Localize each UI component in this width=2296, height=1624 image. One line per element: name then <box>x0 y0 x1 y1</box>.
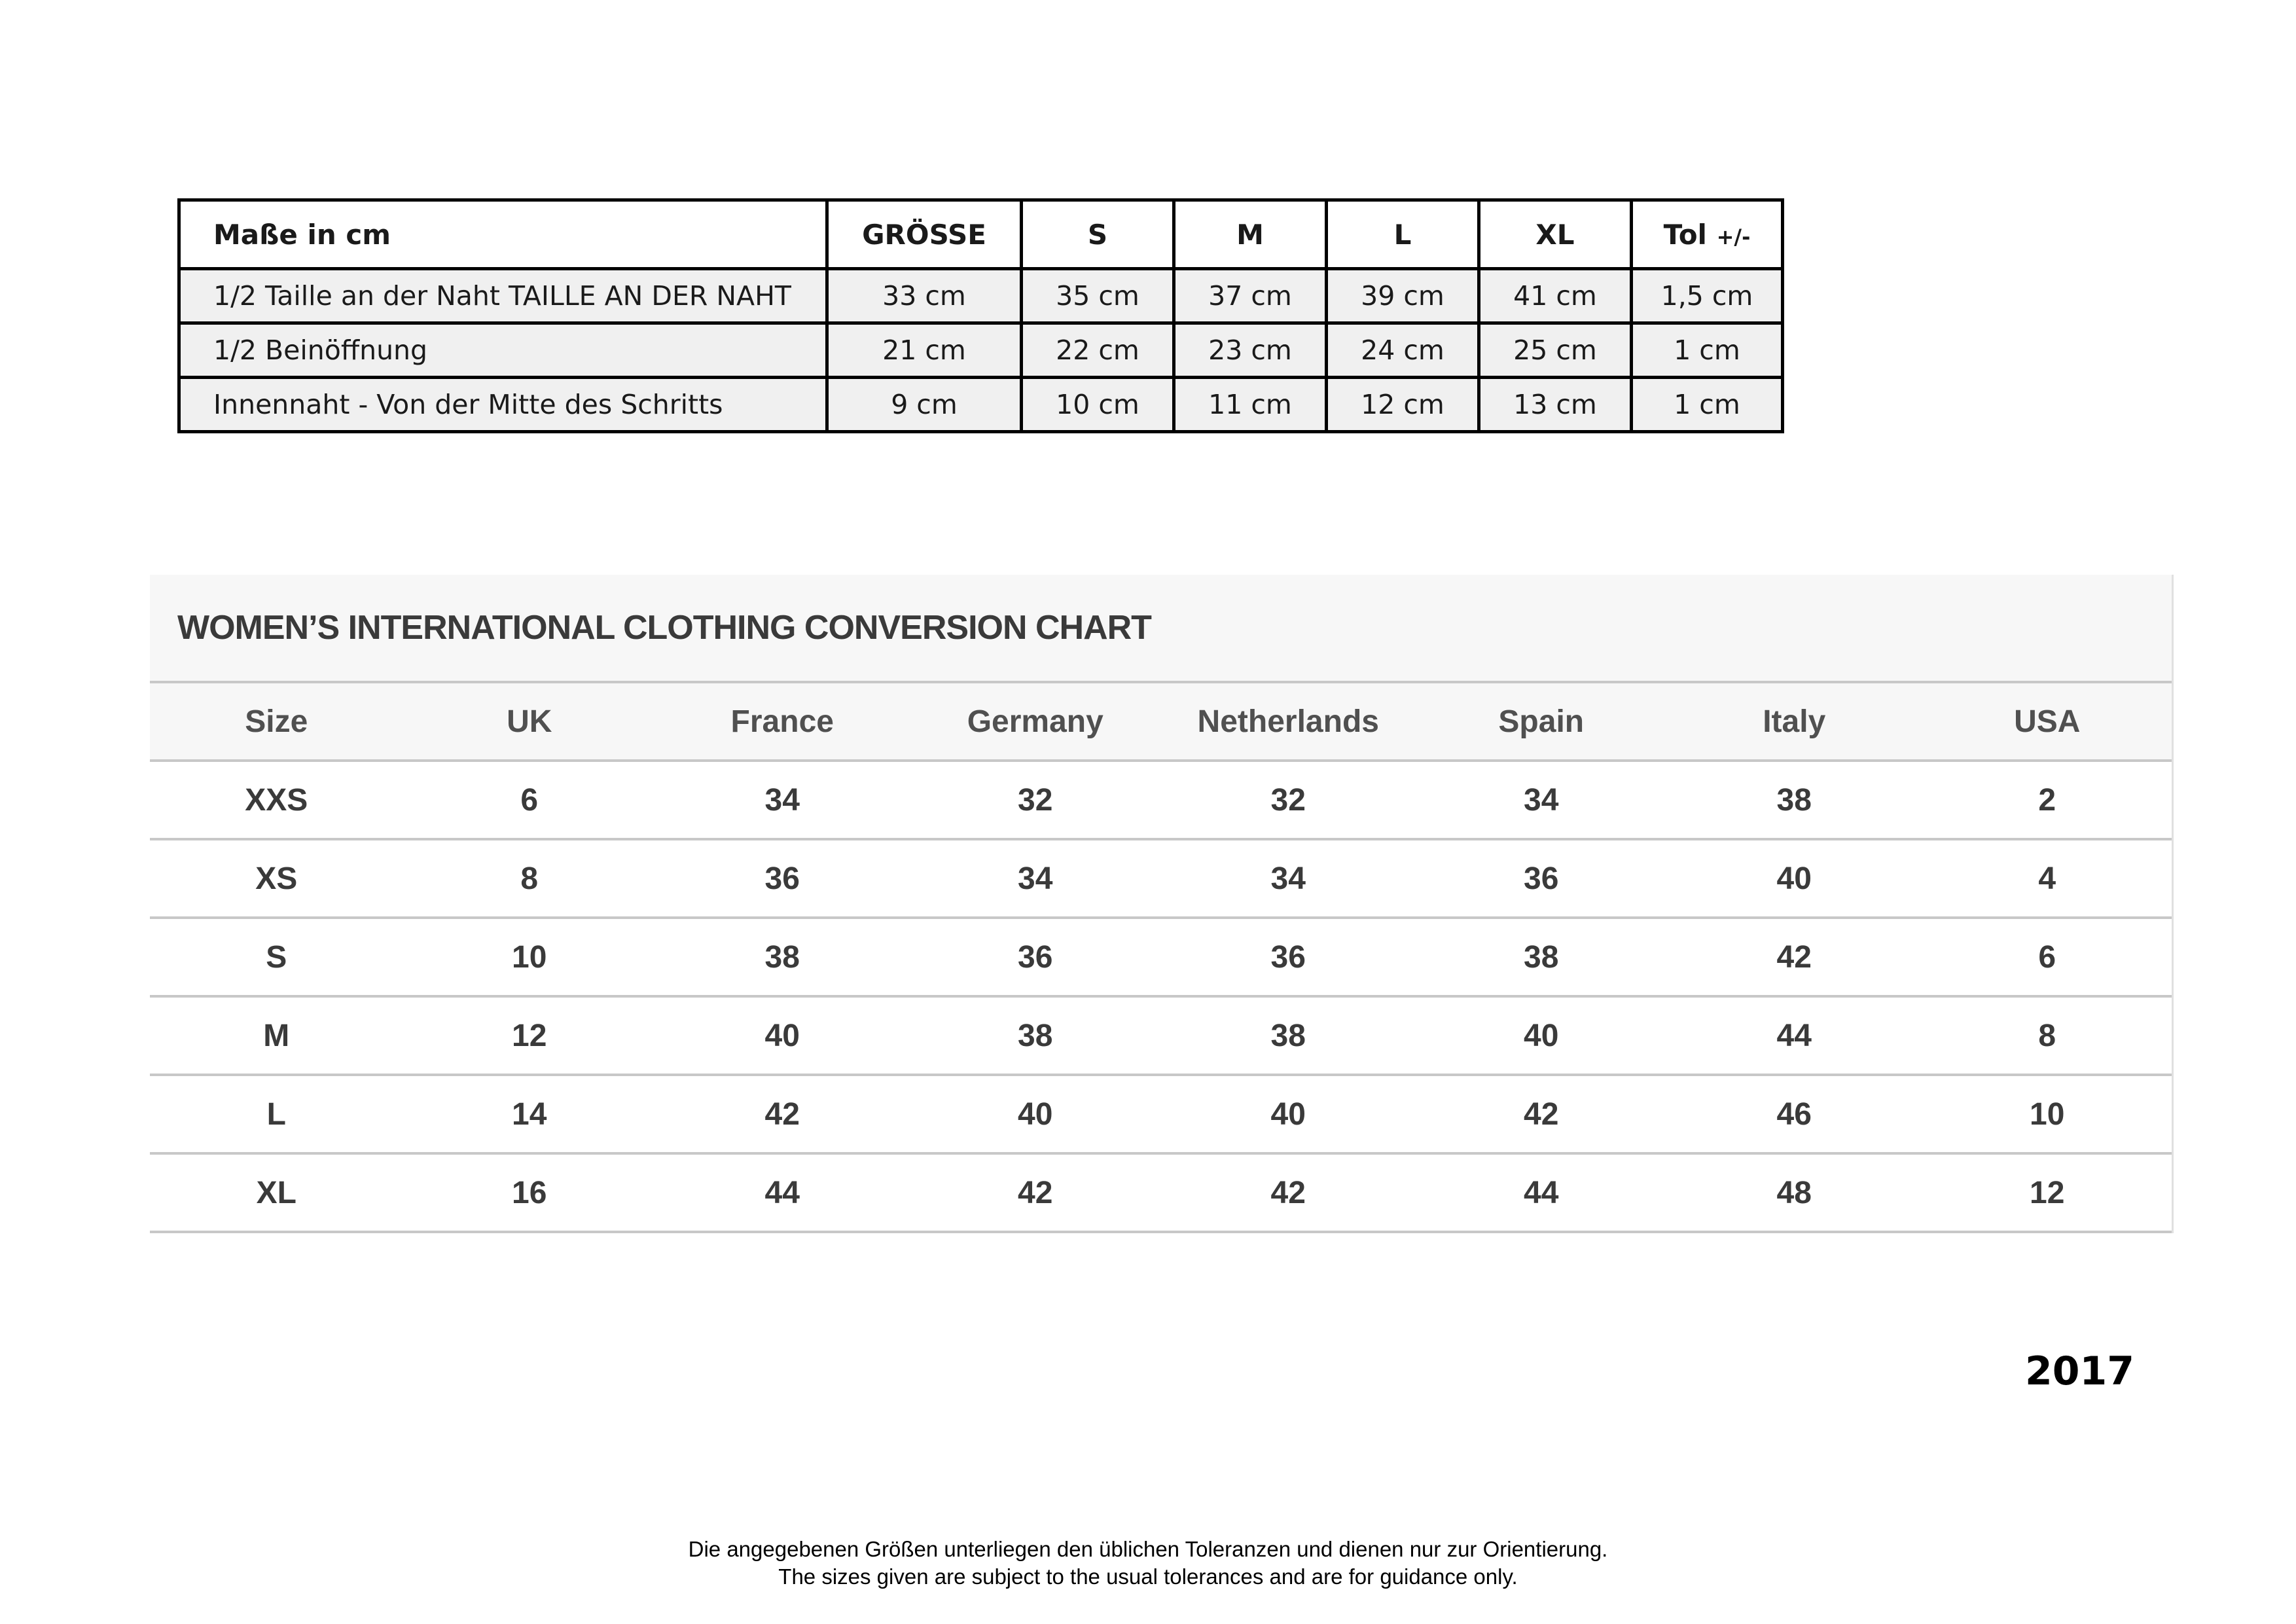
table-row <box>150 1153 2174 1232</box>
measurement-table <box>177 198 1784 433</box>
measurement-value: 37 cm <box>1174 269 1327 323</box>
conversion-cell: 40 <box>1415 996 1668 1075</box>
size-cell: XS <box>150 839 403 918</box>
measurement-value: 35 cm <box>1022 269 1174 323</box>
disclaimer-german: Die angegebenen Größen unterliegen den üblichen Toleranzen und dienen nur zur Orientierung. <box>688 1537 1608 1561</box>
measurement-value: 24 cm <box>1327 323 1479 378</box>
size-cell: XXS <box>150 761 403 839</box>
measurement-value: 39 cm <box>1327 269 1479 323</box>
table-row <box>150 761 2174 839</box>
conversion-cell: 42 <box>656 1075 909 1153</box>
conversion-cell: 38 <box>1415 918 1668 996</box>
conversion-cell: 10 <box>1921 1075 2174 1153</box>
conversion-cell: 44 <box>1668 996 1921 1075</box>
measurement-value: 25 cm <box>1479 323 1632 378</box>
tol-suffix: +/- <box>1716 224 1751 249</box>
conversion-cell: 40 <box>1668 839 1921 918</box>
column-header-uk: UK <box>403 683 656 761</box>
size-cell: M <box>150 996 403 1075</box>
measurement-header-l: L <box>1327 200 1479 269</box>
measurement-value: 13 cm <box>1479 378 1632 432</box>
column-header-france: France <box>656 683 909 761</box>
conversion-cell: 38 <box>656 918 909 996</box>
conversion-cell: 4 <box>1921 839 2174 918</box>
conversion-cell: 42 <box>1415 1075 1668 1153</box>
conversion-cell: 34 <box>909 839 1162 918</box>
conversion-cell: 32 <box>1162 761 1415 839</box>
size-cell: XL <box>150 1153 403 1232</box>
conversion-right-edge <box>2172 575 2174 1233</box>
table-row <box>179 378 1783 432</box>
column-header-italy: Italy <box>1668 683 1921 761</box>
measurement-label: 1/2 Beinöffnung <box>179 323 827 378</box>
conversion-title-bar <box>150 575 2174 683</box>
measurement-value: 22 cm <box>1022 323 1174 378</box>
conversion-cell: 36 <box>1162 918 1415 996</box>
conversion-cell: 10 <box>403 918 656 996</box>
measurement-value: 10 cm <box>1022 378 1174 432</box>
conversion-header-row <box>150 683 2174 761</box>
conversion-cell: 6 <box>403 761 656 839</box>
conversion-cell: 12 <box>1921 1153 2174 1232</box>
measurement-header-m: M <box>1174 200 1327 269</box>
table-row <box>150 839 2174 918</box>
conversion-cell: 14 <box>403 1075 656 1153</box>
column-header-germany: Germany <box>909 683 1162 761</box>
conversion-table <box>150 683 2174 1233</box>
measurement-header-label: Maße in cm <box>179 200 827 269</box>
measurement-header-s: S <box>1022 200 1174 269</box>
conversion-cell: 42 <box>1668 918 1921 996</box>
measurement-header-xl: XL <box>1479 200 1632 269</box>
measurement-header-tol <box>1632 200 1783 269</box>
measurement-value: 21 cm <box>827 323 1022 378</box>
conversion-cell: 46 <box>1668 1075 1921 1153</box>
measurement-value: 11 cm <box>1174 378 1327 432</box>
measurement-value: 12 cm <box>1327 378 1479 432</box>
measurement-tolerance: 1 cm <box>1632 378 1783 432</box>
table-row <box>179 269 1783 323</box>
table-row <box>179 323 1783 378</box>
conversion-cell: 36 <box>656 839 909 918</box>
measurement-tolerance: 1 cm <box>1632 323 1783 378</box>
size-cell: S <box>150 918 403 996</box>
tol-label: Tol <box>1663 218 1707 251</box>
column-header-netherlands: Netherlands <box>1162 683 1415 761</box>
conversion-cell: 38 <box>1668 761 1921 839</box>
measurement-value: 41 cm <box>1479 269 1632 323</box>
conversion-cell: 42 <box>909 1153 1162 1232</box>
disclaimer-english: The sizes given are subject to the usual tolerances and are for guidance only. <box>778 1564 1518 1589</box>
conversion-chart <box>150 575 2174 1233</box>
measurement-header-size: GRÖSSE <box>827 200 1022 269</box>
conversion-cell: 12 <box>403 996 656 1075</box>
conversion-cell: 36 <box>909 918 1162 996</box>
measurement-value: 23 cm <box>1174 323 1327 378</box>
column-header-spain: Spain <box>1415 683 1668 761</box>
conversion-cell: 40 <box>1162 1075 1415 1153</box>
conversion-cell: 48 <box>1668 1153 1921 1232</box>
measurement-label: 1/2 Taille an der Naht TAILLE AN DER NAHT <box>179 269 827 323</box>
measurement-tolerance: 1,5 cm <box>1632 269 1783 323</box>
conversion-cell: 34 <box>1415 761 1668 839</box>
size-cell: L <box>150 1075 403 1153</box>
table-row <box>150 918 2174 996</box>
table-row <box>150 1075 2174 1153</box>
conversion-cell: 42 <box>1162 1153 1415 1232</box>
conversion-cell: 44 <box>1415 1153 1668 1232</box>
column-header-size: Size <box>150 683 403 761</box>
column-header-usa: USA <box>1921 683 2174 761</box>
conversion-cell: 2 <box>1921 761 2174 839</box>
conversion-cell: 6 <box>1921 918 2174 996</box>
conversion-cell: 36 <box>1415 839 1668 918</box>
conversion-cell: 40 <box>656 996 909 1075</box>
measurement-value: 33 cm <box>827 269 1022 323</box>
year-label: 2017 <box>2025 1348 2134 1394</box>
conversion-cell: 38 <box>1162 996 1415 1075</box>
conversion-cell: 40 <box>909 1075 1162 1153</box>
measurement-value: 9 cm <box>827 378 1022 432</box>
conversion-cell: 16 <box>403 1153 656 1232</box>
conversion-cell: 38 <box>909 996 1162 1075</box>
measurement-header-row <box>179 200 1783 269</box>
conversion-cell: 34 <box>656 761 909 839</box>
footer-disclaimer <box>0 1536 2296 1591</box>
conversion-title: WOMEN’S INTERNATIONAL CLOTHING CONVERSION CHART <box>177 609 1151 647</box>
conversion-cell: 32 <box>909 761 1162 839</box>
conversion-cell: 8 <box>403 839 656 918</box>
conversion-cell: 34 <box>1162 839 1415 918</box>
conversion-cell: 8 <box>1921 996 2174 1075</box>
measurement-label: Innennaht - Von der Mitte des Schritts <box>179 378 827 432</box>
conversion-cell: 44 <box>656 1153 909 1232</box>
table-row <box>150 996 2174 1075</box>
